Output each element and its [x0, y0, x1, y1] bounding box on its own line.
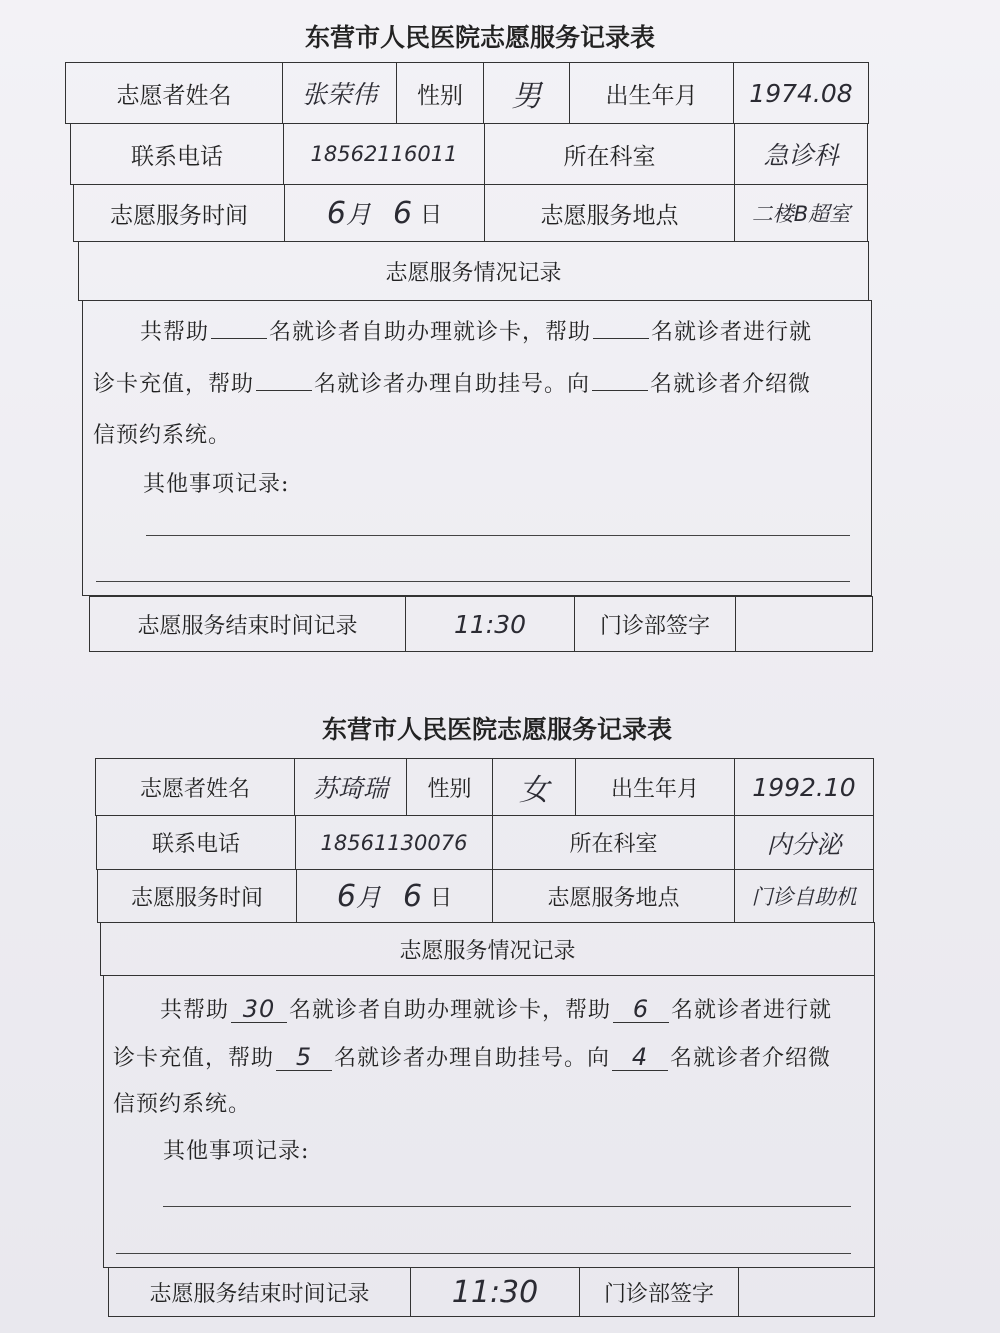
form-1-date-day: 6 — [393, 195, 413, 231]
form-2-name-value: 苏琦瑞 — [294, 758, 407, 816]
form-1-service-place-label: 志愿服务地点 — [484, 184, 735, 242]
form-2-blank-3: 5 — [276, 1044, 332, 1071]
form-2-phone-label: 联系电话 — [96, 815, 296, 870]
form-1-date-day-unit: 日 — [420, 202, 443, 228]
form-2-gender-value: 女 — [492, 758, 576, 816]
form-2-other-line-1 — [163, 1206, 851, 1207]
form-1-name-value: 张荣伟 — [282, 62, 397, 124]
form-1-end-time-label: 志愿服务结束时间记录 — [89, 596, 406, 652]
form-1-service-time-label: 志愿服务时间 — [73, 184, 285, 242]
form-2-date-day: 6 — [403, 878, 423, 914]
form-1-blank-4 — [592, 364, 648, 391]
form-2-end-time-label: 志愿服务结束时间记录 — [108, 1267, 411, 1317]
form-2-record-line-1 — [160, 993, 832, 1024]
form-2-record-text-6: 名就诊者介绍微 — [670, 1046, 832, 1071]
form-2-blank-2: 6 — [613, 996, 669, 1023]
form-1-service-date-value — [284, 184, 485, 242]
form-1-birth-value: 1974.08 — [733, 62, 869, 124]
form-1-record-line-1 — [140, 312, 812, 346]
form-1-record-text-6: 名就诊者介绍微 — [650, 372, 812, 397]
form-2-record-text-7: 信预约系统。 — [113, 1092, 252, 1117]
form-1-phone-value: 18562116011 — [283, 123, 485, 185]
form-2-service-place-label: 志愿服务地点 — [492, 869, 735, 923]
form-1-blank-3 — [256, 364, 312, 391]
form-2-birth-label: 出生年月 — [575, 758, 735, 816]
form-2-other-label: 其他事项记录: — [163, 1139, 310, 1164]
form-2-end-time-value: 11:30 — [410, 1267, 580, 1317]
form-2-dept-value: 内分泌 — [734, 815, 874, 870]
form-2-gender-label: 性别 — [406, 758, 493, 816]
form-1-service-place-value: 二楼B超室 — [734, 184, 868, 242]
form-2-record-text-2: 名就诊者自助办理就诊卡，帮助 — [289, 998, 612, 1023]
form-1-name-label: 志愿者姓名 — [65, 62, 283, 124]
form-1-title: 东营市人民医院志愿服务记录表 — [305, 23, 656, 52]
form-1-record-text-4: 诊卡充值，帮助 — [93, 372, 255, 397]
form-1-blank-1 — [211, 312, 267, 339]
form-2-blank-4: 4 — [612, 1044, 668, 1071]
form-2-blank-1: 30 — [231, 996, 287, 1023]
form-2-record-text-4: 诊卡充值，帮助 — [113, 1046, 275, 1071]
form-2-record-text-3: 名就诊者进行就 — [671, 998, 833, 1023]
form-2-dept-label: 所在科室 — [492, 815, 735, 870]
form-2-phone-value: 18561130076 — [295, 815, 493, 870]
form-2-title: 东营市人民医院志愿服务记录表 — [322, 715, 673, 744]
form-1-record-text-1: 共帮助 — [140, 320, 210, 345]
form-1-gender-label: 性别 — [396, 62, 484, 124]
form-1-record-header: 志愿服务情况记录 — [78, 241, 869, 301]
form-1-sign-label: 门诊部签字 — [574, 596, 736, 652]
form-1-record-text-3: 名就诊者进行就 — [651, 320, 813, 345]
form-2-record-text-1: 共帮助 — [160, 998, 230, 1023]
form-1-phone-label: 联系电话 — [70, 123, 284, 185]
form-1-dept-label: 所在科室 — [484, 123, 735, 185]
form-2-date-month: 6 — [336, 878, 356, 914]
form-1-record-line-2 — [93, 364, 811, 398]
form-2-service-date-value — [296, 869, 493, 923]
form-1-other-label: 其他事项记录: — [143, 472, 290, 497]
form-2-service-place-value: 门诊自助机 — [734, 869, 874, 923]
form-2-date-month-unit: 月 — [355, 883, 381, 912]
form-2-birth-value: 1992.10 — [734, 758, 874, 816]
form-1-date-month: 6 — [326, 195, 346, 231]
form-1-record-text-5: 名就诊者办理自助挂号。向 — [314, 372, 591, 397]
form-1-gender-value: 男 — [483, 62, 570, 124]
form-1-record-text-7: 信预约系统。 — [93, 423, 232, 448]
form-1-dept-value: 急诊科 — [734, 123, 868, 185]
form-1-other-line-2 — [96, 581, 850, 582]
form-2-other-line-2 — [116, 1253, 851, 1254]
form-2-service-time-label: 志愿服务时间 — [97, 869, 297, 923]
form-1-other-line-1 — [146, 535, 850, 536]
form-1-date-month-unit: 月 — [345, 200, 371, 229]
form-1-end-time-value: 11:30 — [405, 596, 575, 652]
form-2-sign-label: 门诊部签字 — [579, 1267, 739, 1317]
form-1-record-text-2: 名就诊者自助办理就诊卡，帮助 — [269, 320, 592, 345]
form-1-sign-value — [735, 596, 873, 652]
form-1-birth-label: 出生年月 — [569, 62, 734, 124]
form-2-record-header: 志愿服务情况记录 — [100, 922, 875, 976]
form-2-record-text-5: 名就诊者办理自助挂号。向 — [334, 1046, 611, 1071]
form-2-record-line-2 — [113, 1041, 831, 1072]
form-2-name-label: 志愿者姓名 — [95, 758, 295, 816]
form-2-sign-value — [738, 1267, 875, 1317]
form-1-blank-2 — [593, 312, 649, 339]
form-2-date-day-unit: 日 — [430, 885, 453, 911]
